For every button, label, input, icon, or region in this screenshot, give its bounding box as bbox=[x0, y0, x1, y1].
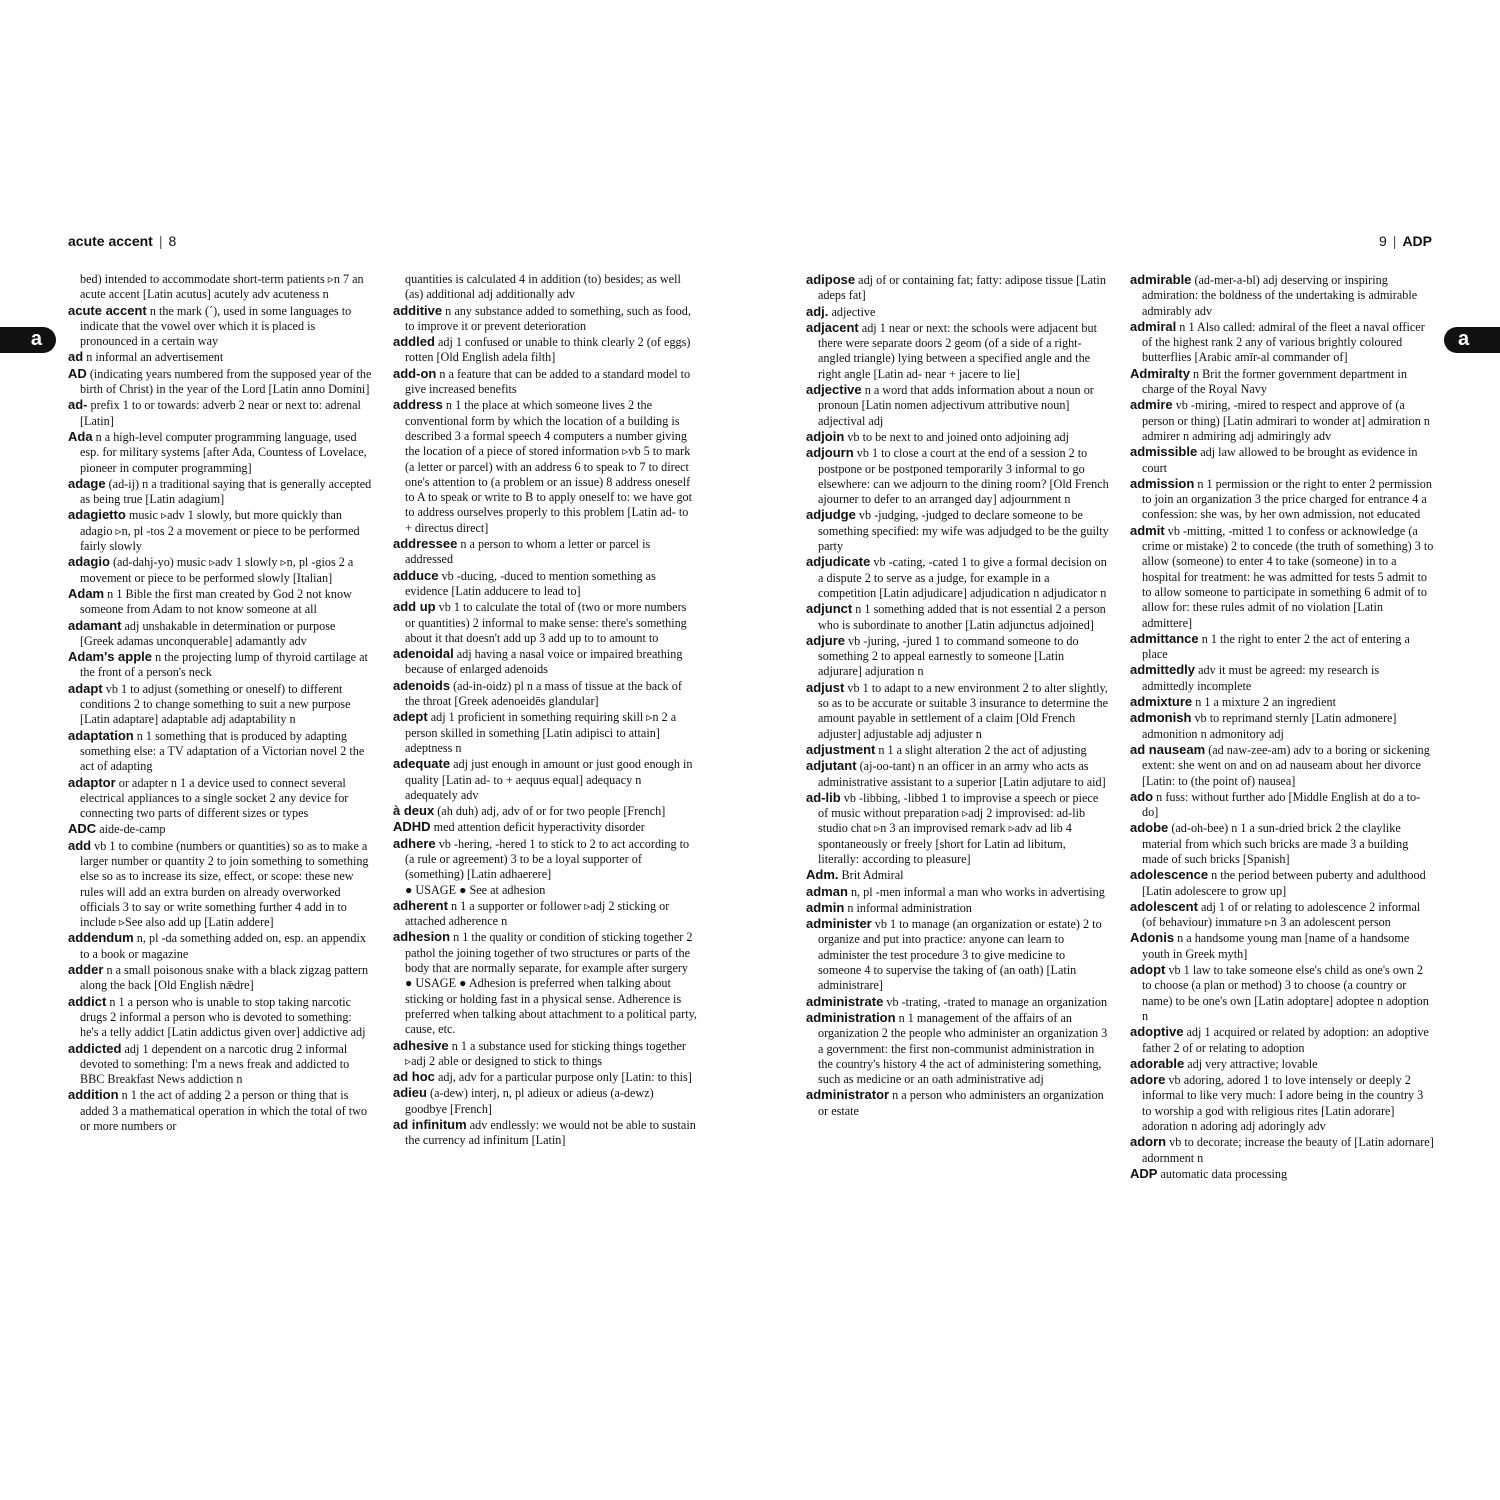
dictionary-entry bbox=[68, 476, 372, 508]
entry-headword: admire bbox=[1130, 397, 1173, 413]
right-thumb-tab-letter: a bbox=[1458, 328, 1470, 350]
dictionary-entry bbox=[393, 883, 697, 898]
header-divider: | bbox=[158, 233, 163, 249]
entry-headword: adobe bbox=[1130, 820, 1169, 836]
dictionary-entry bbox=[68, 838, 372, 931]
entry-headword: adjunct bbox=[806, 601, 853, 617]
dictionary-entry bbox=[393, 303, 697, 335]
dictionary-entry bbox=[393, 976, 697, 1037]
entry-headword: adorn bbox=[1130, 1134, 1167, 1150]
entry-definition: adj unshakable in determination or purpose [Greek adamas unconquerable] adamantly adv bbox=[80, 618, 336, 648]
left-column-2 bbox=[393, 272, 697, 1149]
dictionary-entry bbox=[806, 758, 1110, 790]
entry-headword: adoptive bbox=[1130, 1024, 1184, 1040]
dictionary-entry bbox=[68, 618, 372, 650]
entry-definition: adj 1 proficient in something requiring skill ▹n 2 a person skilled in something [Latin adipisci to attain] adeptness n bbox=[405, 710, 677, 755]
dictionary-entry bbox=[1130, 366, 1434, 398]
dictionary-entry bbox=[806, 382, 1110, 429]
dictionary-entry bbox=[806, 680, 1110, 742]
entry-definition: adj 1 confused or unable to think clearly 2 (of eggs) rotten [Old English adela filth] bbox=[405, 335, 691, 365]
entry-definition: vb -judging, -judged to declare someone to be something specified: my wife was adjudged to be the guilty party bbox=[818, 508, 1109, 554]
entry-headword: ADP bbox=[1130, 1165, 1158, 1181]
entry-headword: adieu bbox=[393, 1085, 427, 1101]
dictionary-entry bbox=[1130, 930, 1434, 962]
entry-definition: Brit Admiral bbox=[841, 868, 904, 883]
entry-definition: adj 1 of or relating to adolescence 2 informal (of behaviour) immature ▹n 3 an adolescent person bbox=[1142, 899, 1421, 930]
dictionary-entry bbox=[1130, 1072, 1434, 1134]
entry-definition: (ad naw-zee-am) adv to a boring or sickening extent: she went on and on ad nauseam about her divorce [Latin: to (the point of) nausea] bbox=[1142, 742, 1430, 788]
dictionary-entry bbox=[1130, 820, 1434, 867]
entry-definition: vb 1 to close a court at the end of a session 2 to postpone or be postponed temporarily 3 informal to go elsewhere: can we adjourn to the dining room? [Old French ajourner to defer to an arranged day] adjournment n bbox=[818, 446, 1109, 507]
entry-definition: n a word that adds information about a noun or pronoun [Latin nomen adjectivum attributive noun] adjectival adj bbox=[818, 383, 1094, 428]
dictionary-entry bbox=[68, 429, 372, 476]
entry-headword: admittedly bbox=[1130, 662, 1196, 678]
left-running-head bbox=[68, 233, 176, 249]
entry-definition: music ▹adv 1 slowly, but more quickly than adagio ▹n, pl -tos 2 a movement or piece to be performed fairly slowly bbox=[80, 508, 360, 554]
entry-headword: ad nauseam bbox=[1130, 741, 1206, 757]
entry-headword: adjective bbox=[806, 382, 862, 398]
entry-definition: (ad-dahj-yo) music ▹adv 1 slowly ▹n, pl -gios 2 a movement or piece to be performed slowly [Italian] bbox=[80, 555, 354, 585]
dictionary-entry bbox=[68, 1087, 372, 1134]
entry-headword: adder bbox=[68, 962, 104, 978]
entry-headword: adjutant bbox=[806, 758, 857, 774]
dictionary-entry bbox=[68, 821, 372, 837]
entry-headword: adagietto bbox=[68, 507, 126, 523]
header-divider: | bbox=[1392, 233, 1397, 249]
entry-definition: adj very attractive; lovable bbox=[1187, 1056, 1318, 1071]
left-thumb-tab bbox=[0, 327, 56, 353]
dictionary-entry bbox=[1130, 962, 1434, 1024]
dictionary-entry bbox=[68, 586, 372, 618]
dictionary-entry bbox=[68, 366, 372, 398]
entry-definition: vb -trating, -trated to manage an organization bbox=[886, 994, 1108, 1009]
entry-definition: adj 1 near or next: the schools were adjacent but there were separate doors 2 geom (of a side of a right-angled triangle) lying between a specified angle and the right angle [Latin ad- near + jacere to lie] bbox=[818, 320, 1097, 381]
entry-headword: adman bbox=[806, 883, 848, 899]
entry-definition: n, pl -men informal a man who works in advertising bbox=[850, 884, 1105, 899]
entry-definition: vb -juring, -jured 1 to command someone to do something 2 to appeal earnestly to someone [Latin adjurare] adjuration n bbox=[818, 633, 1079, 679]
dictionary-entry bbox=[806, 994, 1110, 1010]
entry-headword: admixture bbox=[1130, 694, 1193, 710]
dictionary-entry bbox=[393, 929, 697, 976]
dictionary-entry bbox=[1130, 272, 1434, 319]
entry-definition: n a high-level computer programming language, used esp. for military systems [after Ada, Countess of Lovelace, pioneer in computer programming] bbox=[80, 429, 367, 475]
entry-headword: adjoin bbox=[806, 428, 845, 444]
entry-definition: bed) intended to accommodate short-term patients ▹n 7 an acute accent [Latin acutus] acutely adv acuteness n bbox=[80, 272, 364, 302]
dictionary-entry bbox=[1130, 694, 1434, 710]
entry-headword: Adonis bbox=[1130, 930, 1175, 946]
entry-definition: vb adoring, adored 1 to love intensely or deeply 2 informal to like very much: I adore being in the country 3 to worship a god with religious rites [Latin adorare] adoration n adoring adj adoringly adv bbox=[1142, 1073, 1424, 1134]
entry-headword: adenoidal bbox=[393, 646, 454, 662]
entry-headword: adj. bbox=[806, 303, 829, 319]
entry-definition: n 1 Bible the first man created by God 2 not know someone from Adam to not know someone at all bbox=[80, 586, 352, 617]
entry-headword: adore bbox=[1130, 1072, 1166, 1088]
dictionary-entry bbox=[806, 429, 1110, 445]
entry-definition: or adapter n 1 a device used to connect several electrical appliances to a single socket 2 any device for connecting two parts of different sizes or types bbox=[80, 775, 349, 821]
entry-definition: vb -miring, -mired to respect and approve of (a person or thing) [Latin admirari to wonder at] admiration n admirer n admiring adj admiringly adv bbox=[1142, 398, 1431, 443]
dictionary-entry bbox=[806, 320, 1110, 382]
entry-headword: adduce bbox=[393, 567, 439, 583]
dictionary-entry bbox=[806, 507, 1110, 554]
dictionary-entry bbox=[393, 898, 697, 930]
entry-definition: n fuss: without further ado [Middle English at do a to-do] bbox=[1142, 789, 1421, 820]
left-column-1 bbox=[68, 272, 372, 1134]
dictionary-entry bbox=[1130, 1056, 1434, 1072]
dictionary-entry bbox=[1130, 523, 1434, 631]
entry-headword: adolescence bbox=[1130, 867, 1209, 883]
entry-headword: adjustment bbox=[806, 741, 876, 757]
entry-headword: addict bbox=[68, 993, 107, 1009]
dictionary-entry bbox=[806, 900, 1110, 916]
entry-definition: n 1 a substance used for sticking things together ▹adj 2 able or designed to stick to things bbox=[405, 1038, 686, 1068]
dictionary-entry bbox=[1130, 1134, 1434, 1166]
dictionary-entry bbox=[806, 601, 1110, 633]
entry-definition: n a person who administers an organization or estate bbox=[818, 1088, 1104, 1118]
dictionary-entry bbox=[393, 678, 697, 710]
entry-definition: n a person to whom a letter or parcel is addressed bbox=[405, 537, 651, 567]
entry-headword: administration bbox=[806, 1009, 896, 1025]
dictionary-entry bbox=[1130, 789, 1434, 821]
dictionary-entry bbox=[1130, 710, 1434, 742]
entry-headword: administer bbox=[806, 916, 872, 932]
dictionary-entry bbox=[1130, 867, 1434, 899]
right-running-head bbox=[1379, 233, 1432, 249]
dictionary-entry bbox=[1130, 1024, 1434, 1056]
dictionary-entry bbox=[1130, 662, 1434, 694]
entry-headword: ad bbox=[68, 349, 84, 365]
entry-definition: vb to decorate; increase the beauty of [Latin adornare] adornment n bbox=[1142, 1135, 1434, 1165]
dictionary-entry bbox=[68, 994, 372, 1041]
entry-definition: vb to reprimand sternly [Latin admonere] admonition n admonitory adj bbox=[1142, 711, 1397, 741]
left-page-number: 8 bbox=[168, 233, 177, 249]
dictionary-entry bbox=[806, 304, 1110, 320]
dictionary-entry bbox=[806, 742, 1110, 758]
right-thumb-tab bbox=[1444, 327, 1500, 353]
dictionary-entry bbox=[806, 272, 1110, 304]
entry-headword: adamant bbox=[68, 617, 122, 633]
entry-headword: acute accent bbox=[68, 302, 147, 318]
entry-definition: n 1 a slight alteration 2 the act of adjusting bbox=[878, 742, 1087, 757]
dictionary-entry bbox=[68, 681, 372, 728]
entry-headword: adjacent bbox=[806, 319, 859, 335]
entry-headword: addled bbox=[393, 334, 435, 350]
entry-definition: vb to be next to and joined onto adjoining adj bbox=[847, 429, 1070, 444]
entry-headword: admit bbox=[1130, 522, 1165, 538]
entry-headword: adipose bbox=[806, 272, 856, 287]
entry-headword: ad infinitum bbox=[393, 1117, 467, 1133]
entry-definition: n 1 a supporter or follower ▹adj 2 sticking or attached adherence n bbox=[405, 898, 670, 929]
entry-headword: adopt bbox=[1130, 962, 1166, 978]
dictionary-entry bbox=[806, 790, 1110, 867]
entry-definition: n informal an advertisement bbox=[86, 350, 224, 365]
entry-headword: adagio bbox=[68, 554, 110, 570]
entry-definition: n 1 the place at which someone lives 2 the conventional form by which the location of a building is described 3 a formal speech 4 computers a number giving the location of a piece of stored information ▹vb 5 to mark (a letter or parcel) with an address 6 to speak to 7 to direct one's attention to (a problem or an issue) 8 address oneself to A to speak or write to B to apply oneself to: we have got to address ourselves properly to this problem [Latin ad- to + directus direct] bbox=[405, 398, 693, 535]
right-guide-word: ADP bbox=[1402, 233, 1432, 249]
entry-definition: vb 1 to calculate the total of (two or more numbers or quantities) 2 informal to make sense: there's something about it that doesn't add up 3 add up to to amount to bbox=[405, 600, 687, 645]
entry-definition: aide-de-camp bbox=[99, 822, 166, 837]
entry-headword: adjudicate bbox=[806, 554, 871, 570]
entry-headword: Adam's apple bbox=[68, 649, 153, 665]
dictionary-entry bbox=[68, 507, 372, 554]
entry-definition: n a handsome young man [name of a handsome youth in Greek myth] bbox=[1142, 931, 1410, 961]
entry-headword: admittance bbox=[1130, 630, 1199, 646]
entry-headword: adaptation bbox=[68, 727, 134, 743]
entry-headword: adorable bbox=[1130, 1055, 1185, 1071]
entry-definition: (indicating years numbered from the supposed year of the birth of Christ) in the year of the Lord [Latin anno Domini] bbox=[80, 366, 372, 397]
entry-headword: addicted bbox=[68, 1040, 122, 1056]
entry-headword: Ada bbox=[68, 428, 93, 444]
entry-headword: admirable bbox=[1130, 272, 1192, 287]
entry-definition: (aj-oo-tant) n an officer in an army who acts as administrative assistant to a superior [Latin adjutare to aid] bbox=[818, 759, 1106, 789]
dictionary-entry bbox=[68, 272, 372, 303]
entry-headword: adaptor bbox=[68, 774, 116, 790]
dictionary-entry bbox=[806, 1087, 1110, 1119]
entry-headword: Admiralty bbox=[1130, 365, 1190, 381]
entry-headword: adjudge bbox=[806, 507, 856, 523]
entry-headword: ADC bbox=[68, 821, 97, 837]
entry-definition: adj just enough in amount or just good enough in quality [Latin ad- to + aequus equal] adequacy n adequately adv bbox=[405, 757, 693, 802]
left-thumb-tab-letter: a bbox=[30, 328, 42, 350]
entry-definition: adj 1 dependent on a narcotic drug 2 informal devoted to something: I'm a news freak and addicted to BBC Breakfast News addiction n bbox=[80, 1041, 350, 1087]
entry-definition: n the mark (´), used in some languages to indicate that the vowel over which it is placed is pronounced in a certain way bbox=[80, 303, 352, 349]
entry-headword: admin bbox=[806, 899, 845, 915]
entry-headword: Adm. bbox=[806, 867, 839, 883]
entry-definition: n, pl -da something added on, esp. an appendix to a book or magazine bbox=[80, 931, 366, 961]
entry-definition: adj 1 acquired or related by adoption: an adoptive father 2 of or relating to adoption bbox=[1142, 1025, 1429, 1055]
entry-headword: adapt bbox=[68, 680, 103, 696]
entry-headword: admonish bbox=[1130, 710, 1192, 726]
entry-definition: (a-dew) interj, n, pl adieux or adieus (a-dewz) goodbye [French] bbox=[405, 1086, 654, 1116]
entry-definition: n 1 something that is produced by adapting something else: a TV adaptation of a Victorian novel 2 the act of adapting bbox=[80, 728, 365, 774]
dictionary-entry bbox=[393, 709, 697, 756]
dictionary-entry bbox=[68, 303, 372, 350]
entry-definition: n a feature that can be added to a standard model to give increased benefits bbox=[405, 366, 691, 397]
entry-definition: n the projecting lump of thyroid cartilage at the front of a person's neck bbox=[80, 650, 368, 680]
entry-headword: add up bbox=[393, 599, 436, 615]
dictionary-entry bbox=[393, 836, 697, 883]
entry-headword: Adam bbox=[68, 585, 105, 601]
dictionary-entry bbox=[1130, 1166, 1434, 1182]
entry-headword: add-on bbox=[393, 365, 437, 381]
dictionary-entry bbox=[393, 819, 697, 835]
dictionary-entry bbox=[68, 775, 372, 822]
dictionary-entry bbox=[806, 554, 1110, 601]
dictionary-entry bbox=[393, 646, 697, 678]
dictionary-entry bbox=[1130, 319, 1434, 366]
entry-definition: (ad-ij) n a traditional saying that is generally accepted as being true [Latin adagium] bbox=[80, 476, 372, 507]
dictionary-entry bbox=[68, 554, 372, 586]
dictionary-entry bbox=[806, 1010, 1110, 1087]
dictionary-entry bbox=[393, 334, 697, 366]
entry-headword: admissible bbox=[1130, 444, 1198, 460]
entry-definition: n 1 Also called: admiral of the fleet a naval officer of the highest rank 2 any of various brightly coloured butterflies [Arabic amīr-al commander of] bbox=[1142, 319, 1425, 365]
dictionary-entry bbox=[1130, 397, 1434, 444]
entry-definition: n 1 the right to enter 2 the act of entering a place bbox=[1142, 631, 1410, 662]
dictionary-entry bbox=[806, 916, 1110, 993]
entry-definition: adj having a nasal voice or impaired breathing because of enlarged adenoids bbox=[405, 647, 683, 677]
dictionary-entry bbox=[1130, 631, 1434, 663]
entry-definition: n Brit the former government department in charge of the Royal Navy bbox=[1142, 366, 1407, 397]
entry-definition: vb -ducing, -duced to mention something as evidence [Latin adducere to lead to] bbox=[405, 568, 656, 598]
dictionary-entry bbox=[68, 728, 372, 775]
entry-definition: n 1 management of the affairs of an organization 2 the people who administer an organization 3 a government: the first non-communist administration in the country's history 4 the act of administering something, such as medicine or an oath administrative adj bbox=[818, 1010, 1108, 1087]
entry-definition: med attention deficit hyperactivity disorder bbox=[433, 820, 645, 835]
right-page bbox=[750, 0, 1500, 1500]
entry-definition: quantities is calculated 4 in addition (to) besides; as well (as) additional adj additionally adv bbox=[405, 272, 681, 302]
entry-headword: AD bbox=[68, 365, 87, 381]
entry-headword: adage bbox=[68, 475, 106, 491]
entry-definition: adv endlessly: we would not be able to sustain the currency ad infinitum [Latin] bbox=[405, 1118, 696, 1148]
dictionary-entry bbox=[68, 962, 372, 994]
entry-definition: n 1 the act of adding 2 a person or thing that is added 3 a mathematical operation in which the total of two or more numbers or bbox=[80, 1088, 367, 1134]
entry-definition: n 1 something added that is not essential 2 a person who is subordinate to another [Latin adjunctus adjoined] bbox=[818, 602, 1106, 632]
entry-definition: n 1 a mixture 2 an ingredient bbox=[1195, 695, 1336, 710]
entry-headword: ADHD bbox=[393, 819, 431, 835]
entry-definition: vb 1 to adjust (something or oneself) to different conditions 2 to change something to suit a new purpose [Latin adaptare] adaptable adj adaptability n bbox=[80, 681, 351, 727]
entry-definition: n 1 a person who is unable to stop taking narcotic drugs 2 informal a person who is devoted to something: he's a telly addict [Latin addictus given over] addictive adj bbox=[80, 994, 366, 1040]
entry-definition: ● USAGE ● See at adhesion bbox=[405, 882, 546, 897]
entry-definition: vb -mitting, -mitted 1 to confess or acknowledge (a crime or mistake) 2 to concede (the truth of something) 3 to allow (someone) to enter 4 to take (someone) in to a hospital for treatment: he was admitted for tests 5 admit to to allow someone to participate in something 6 admit of to allow for: these rules admit of no violation [Latin admittere] bbox=[1142, 523, 1434, 630]
dictionary-entry bbox=[1130, 444, 1434, 476]
entry-headword: adhesion bbox=[393, 929, 451, 945]
dictionary-entry bbox=[68, 649, 372, 681]
entry-definition: automatic data processing bbox=[1160, 1166, 1288, 1181]
entry-headword: additive bbox=[393, 302, 443, 318]
entry-headword: adept bbox=[393, 709, 428, 725]
dictionary-entry bbox=[393, 568, 697, 600]
entry-definition: (ad-in-oidz) pl n a mass of tissue at the back of the throat [Greek adenoeidēs glandular] bbox=[405, 678, 682, 709]
dictionary-entry bbox=[393, 1085, 697, 1117]
entry-definition: vb -cating, -cated 1 to give a formal decision on a dispute 2 to serve as a judge, for example in a competition [Latin adjudicare] adjudication n adjudicator n bbox=[818, 555, 1107, 600]
dictionary-entry bbox=[1130, 742, 1434, 789]
dictionary-entry bbox=[393, 272, 697, 303]
dictionary-entry bbox=[806, 633, 1110, 680]
dictionary-entry bbox=[393, 366, 697, 398]
dictionary-entry bbox=[393, 803, 697, 819]
entry-definition: (ad-mer-a-bl) adj deserving or inspiring admiration: the boldness of the undertaking is admirable admirably adv bbox=[1142, 273, 1418, 318]
dictionary-entry bbox=[393, 1038, 697, 1070]
entry-definition: vb -libbing, -libbed 1 to improvise a speech or piece of music without preparation ▹adj 2 improvised: ad-lib studio chat ▹n 3 an improvised remark ▹adv ad lib 4 spontaneously or freely [short for Latin ad libitum, literally: according to pleasure] bbox=[818, 790, 1099, 866]
entry-headword: à deux bbox=[393, 803, 435, 819]
entry-headword: administrator bbox=[806, 1087, 890, 1103]
entry-definition: n a small poisonous snake with a black zigzag pattern along the back [Old English nǣdre] bbox=[80, 963, 369, 993]
entry-headword: ad- bbox=[68, 397, 88, 413]
dictionary-entry bbox=[393, 1117, 697, 1149]
entry-headword: adolescent bbox=[1130, 898, 1198, 914]
dictionary-entry bbox=[806, 884, 1110, 900]
entry-headword: adhere bbox=[393, 835, 436, 851]
entry-headword: adequate bbox=[393, 756, 451, 772]
entry-headword: addendum bbox=[68, 930, 134, 946]
right-page-number: 9 bbox=[1379, 233, 1387, 249]
entry-definition: adjective bbox=[831, 304, 876, 319]
entry-headword: add bbox=[68, 837, 92, 853]
dictionary-entry bbox=[393, 397, 697, 536]
entry-definition: n the period between puberty and adulthood [Latin adolescere to grow up] bbox=[1142, 868, 1426, 898]
dictionary-entry bbox=[393, 756, 697, 803]
dictionary-entry bbox=[393, 1069, 697, 1085]
entry-definition: n 1 permission or the right to enter 2 permission to join an organization 3 the price charged for entrance 4 a confession: she was, by her own admission, not educated bbox=[1142, 476, 1432, 522]
entry-headword: admiral bbox=[1130, 318, 1177, 334]
dictionary-entry bbox=[68, 930, 372, 962]
entry-headword: adenoids bbox=[393, 677, 451, 693]
entry-headword: adherent bbox=[393, 897, 448, 913]
entry-definition: (ah duh) adj, adv of or for two people [French] bbox=[437, 804, 666, 819]
left-guide-word: acute accent bbox=[68, 233, 153, 249]
entry-headword: address bbox=[393, 397, 443, 413]
entry-headword: adjust bbox=[806, 679, 845, 695]
entry-definition: adj, adv for a particular purpose only [Latin: to this] bbox=[437, 1070, 692, 1085]
dictionary-entry bbox=[68, 1041, 372, 1088]
dictionary-entry bbox=[1130, 899, 1434, 931]
right-column-1 bbox=[806, 272, 1110, 1119]
entry-definition: vb 1 to adapt to a new environment 2 to alter slightly, so as to be accurate or suitable 3 insurance to determine the amount payable in settlement of a claim [Old French adjuster] adjustable adj adjuster n bbox=[818, 680, 1109, 741]
entry-definition: prefix 1 to or towards: adverb 2 near or next to: adrenal [Latin] bbox=[80, 398, 361, 428]
entry-headword: addition bbox=[68, 1087, 119, 1103]
dictionary-entry bbox=[393, 599, 697, 646]
entry-definition: adv it must be agreed: my research is admittedly incomplete bbox=[1142, 663, 1380, 693]
entry-definition: adj of or containing fat; fatty: adipose tissue [Latin adeps fat] bbox=[818, 273, 1106, 303]
entry-definition: vb 1 to manage (an organization or estate) 2 to organize and put into practice: anyone can learn to administer the test procedure 3 to give medicine to someone 4 to supervise the taking of (an oath) [Latin administrare] bbox=[818, 917, 1102, 993]
entry-headword: ad hoc bbox=[393, 1069, 435, 1085]
entry-headword: addressee bbox=[393, 536, 458, 552]
entry-definition: vb -hering, -hered 1 to stick to 2 to act according to (a rule or agreement) 3 to be a loyal supporter of (something) [Latin adhaerere] bbox=[405, 836, 690, 882]
dictionary-entry bbox=[68, 349, 372, 365]
entry-headword: adjure bbox=[806, 632, 846, 648]
dictionary-entry bbox=[806, 867, 1110, 883]
entry-headword: administrate bbox=[806, 993, 884, 1009]
dictionary-entry bbox=[806, 445, 1110, 507]
entry-definition: (ad-oh-bee) n 1 a sun-dried brick 2 the claylike material from which such bricks are made 3 a building made of such bricks [Spanish] bbox=[1142, 821, 1409, 866]
entry-headword: ad-lib bbox=[806, 789, 841, 805]
entry-definition: n any substance added to something, such as food, to improve it or prevent deterioration bbox=[405, 303, 691, 333]
entry-definition: n 1 the quality or condition of sticking together 2 pathol the joining together of two structures or parts of the body that are normally separate, for example after surgery bbox=[405, 930, 693, 976]
entry-headword: adjourn bbox=[806, 445, 854, 461]
entry-definition: vb 1 law to take someone else's child as one's own 2 to choose (a plan or method) 3 to choose (a country or name) to be one's own [Latin adoptare] adoptee n adoption n bbox=[1142, 963, 1429, 1023]
dictionary-entry bbox=[68, 397, 372, 429]
entry-definition: adj law allowed to be brought as evidence in court bbox=[1142, 445, 1418, 475]
entry-definition: vb 1 to combine (numbers or quantities) so as to make a larger number or quantity 2 to join something to something else so as to increase its size, effect, or scope: these new rules will add an extra burden on already overworked officials 3 to say or write something further 4 add in to include ▹See also add up [Latin addere] bbox=[80, 838, 369, 930]
dictionary-entry bbox=[393, 536, 697, 568]
entry-headword: adhesive bbox=[393, 1037, 449, 1053]
entry-definition: ● USAGE ● Adhesion is preferred when talking about sticking or holding fast in a physical sense. Adherence is preferred when talking about attachment to a political party, cause, etc. bbox=[405, 976, 697, 1037]
entry-headword: admission bbox=[1130, 475, 1195, 491]
entry-definition: n informal administration bbox=[847, 900, 972, 915]
entry-headword: ado bbox=[1130, 788, 1154, 804]
right-column-2 bbox=[1130, 272, 1434, 1182]
dictionary-entry bbox=[1130, 476, 1434, 523]
